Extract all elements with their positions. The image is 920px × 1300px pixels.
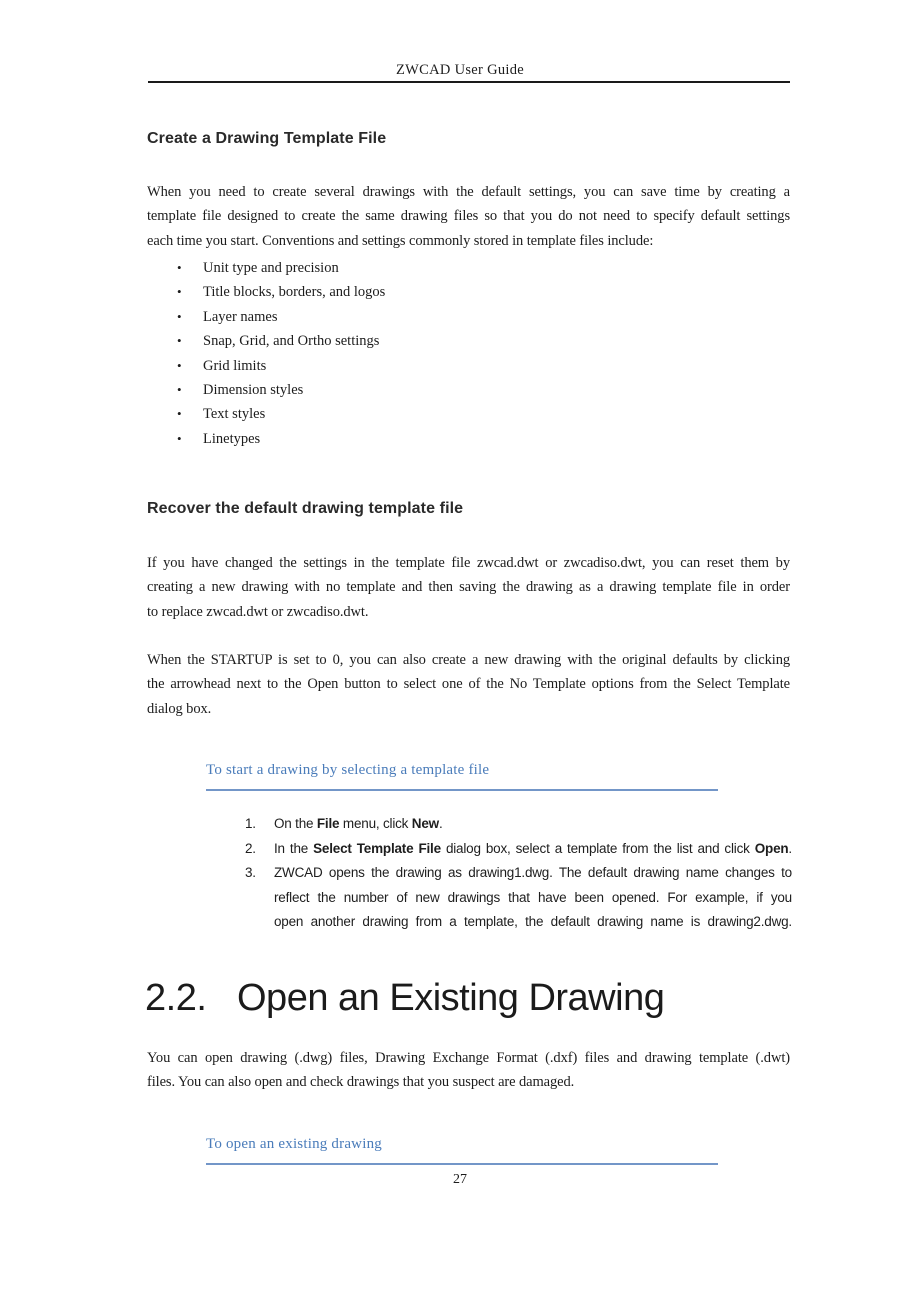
bullet-icon: • <box>177 308 182 324</box>
bullet-item <box>147 402 790 426</box>
paragraph-intro <box>147 180 790 253</box>
text-line <box>274 886 792 911</box>
step-number: 3. <box>245 865 256 881</box>
section-heading-create-template: Create a Drawing Template File <box>147 130 387 147</box>
bullet-item <box>147 329 790 353</box>
text-segment: menu, click <box>339 816 412 831</box>
step-row <box>245 837 792 862</box>
procedure-rule <box>206 1163 718 1165</box>
page-number: 27 <box>453 1172 467 1187</box>
numbered-steps-list <box>245 812 792 935</box>
text-segment: . <box>788 840 792 856</box>
text-line: each time you start. Conventions and settings commonly stored in template files include: <box>147 232 654 249</box>
text-segment: reflect the number of new drawings that have been opened. For example, if you <box>274 889 792 905</box>
text-segment: dialog box, select a template from the list and click <box>440 840 755 856</box>
bullet-item-label: Unit type and precision <box>203 260 339 276</box>
text-line: the arrowhead next to the Open button to select one of the No Template options from the Select Template <box>147 676 790 693</box>
bullet-item-label: Layer names <box>203 308 278 325</box>
text-line: to replace zwcad.dwt or zwcadiso.dwt. <box>147 603 369 620</box>
header-title: ZWCAD User Guide <box>395 62 525 78</box>
text-line: When you need to create several drawings with the default settings, you can save time by creating a <box>147 184 790 200</box>
bullet-item <box>147 378 790 402</box>
step-text <box>274 837 792 862</box>
bullet-item-label: Text styles <box>203 406 266 423</box>
bullet-icon: • <box>177 333 182 349</box>
procedure-heading-start-drawing: To start a drawing by selecting a template file <box>206 762 490 778</box>
bullet-item <box>147 280 790 304</box>
bullet-icon: • <box>177 260 182 275</box>
text-line: If you have changed the settings in the template file zwcad.dwt or zwcadiso.dwt, you can reset them by <box>147 555 790 571</box>
step-text <box>274 812 792 837</box>
bullet-item <box>147 427 790 451</box>
bullet-item <box>147 305 790 329</box>
step-text <box>274 861 792 935</box>
bullet-item-label: Grid limits <box>203 357 267 374</box>
bold-text: File <box>316 816 340 831</box>
bullet-icon: • <box>177 284 182 300</box>
text-line: You can open drawing (.dwg) files, Drawing Exchange Format (.dxf) files and drawing template (.dwt) <box>147 1050 790 1066</box>
text-segment: ZWCAD opens the drawing as drawing1.dwg. The default drawing name changes to <box>274 865 792 881</box>
bullet-item-label: Snap, Grid, and Ortho settings <box>203 333 380 350</box>
step-number: 2. <box>245 840 256 856</box>
text-segment: open another drawing from a template, the default drawing name is drawing2.dwg. <box>274 914 792 930</box>
step-row <box>245 812 792 837</box>
header-rule <box>148 81 790 83</box>
bold-text: Select Template File <box>313 840 441 856</box>
bullet-item <box>147 354 790 378</box>
procedure-heading-open-drawing: To open an existing drawing <box>206 1136 382 1152</box>
procedure-rule <box>206 789 718 791</box>
bullet-item-label: Title blocks, borders, and logos <box>203 284 386 301</box>
text-line <box>274 861 792 886</box>
paragraph-recover <box>147 551 790 624</box>
bullet-item-label: Dimension styles <box>203 382 304 399</box>
chapter-number: 2.2. <box>145 977 207 1019</box>
bullet-icon: • <box>177 382 182 398</box>
bullet-icon: • <box>177 406 182 422</box>
bullet-icon: • <box>177 430 182 446</box>
step-number: 1. <box>245 816 256 831</box>
text-line <box>274 812 792 837</box>
chapter-heading <box>145 977 664 1020</box>
bullet-item <box>147 256 790 280</box>
bold-text: Open <box>754 840 789 856</box>
bullet-list <box>147 256 790 451</box>
text-line <box>274 910 792 935</box>
text-line: template file designed to create the same drawing files so that you do not need to specify default settings <box>147 208 790 225</box>
text-segment: On the <box>274 816 317 831</box>
text-line: dialog box. <box>147 700 212 717</box>
bold-text: New <box>411 816 439 831</box>
bullet-icon: • <box>177 357 182 373</box>
text-line: creating a new drawing with no template and then saving the drawing as a drawing template file in order <box>147 579 790 596</box>
step-row <box>245 861 792 935</box>
text-segment: . <box>438 816 443 831</box>
chapter-title: Open an Existing Drawing <box>237 977 665 1019</box>
section-heading-recover-template: Recover the default drawing template file <box>147 500 464 517</box>
bullet-item-label: Linetypes <box>203 430 261 447</box>
text-line: When the STARTUP is set to 0, you can also create a new drawing with the original defaults by clicking <box>147 652 790 668</box>
text-segment: In the <box>274 840 314 856</box>
paragraph-open-existing <box>147 1046 790 1095</box>
text-line <box>274 837 792 862</box>
text-line: files. You can also open and check drawings that you suspect are damaged. <box>147 1074 575 1091</box>
paragraph-startup <box>147 648 790 721</box>
